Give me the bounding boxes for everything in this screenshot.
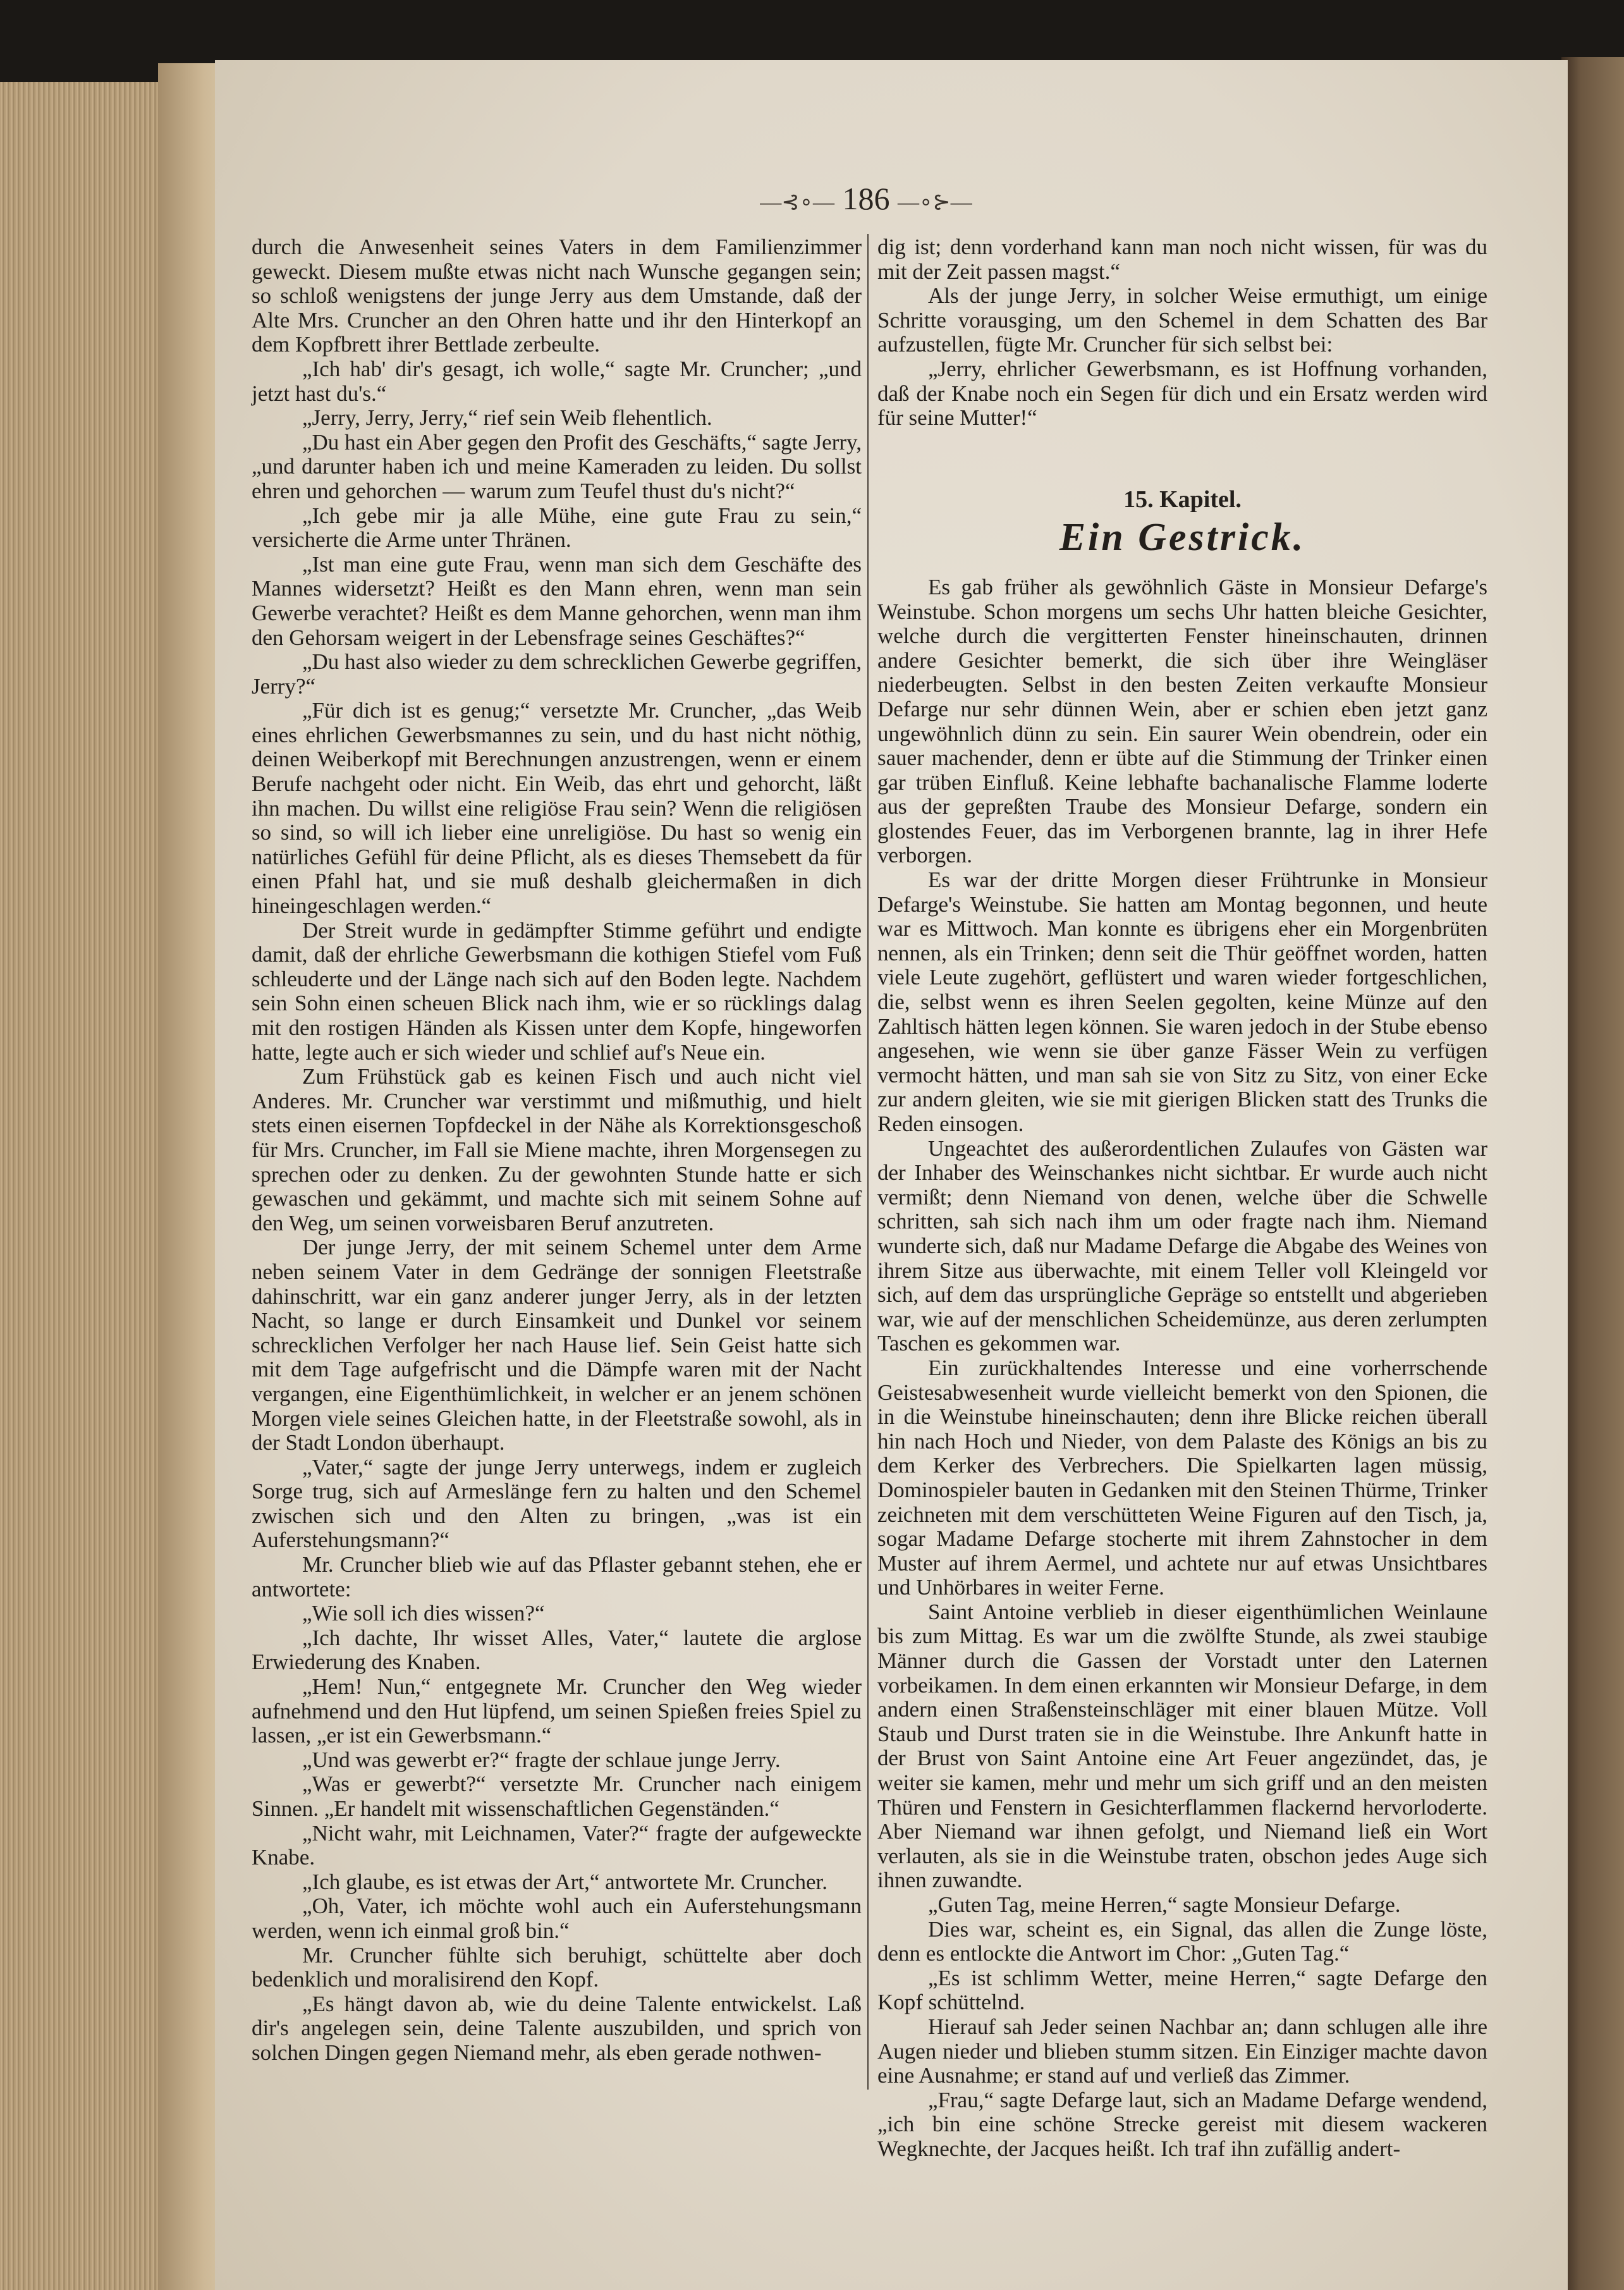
paragraph: „Es ist schlimm Wetter, meine Herren,“ sagte Defarge den Kopf schüttelnd. <box>877 1965 1487 2015</box>
paragraph: „Für dich ist es genug;“ versetzte Mr. Cruncher, „das Weib eines ehrlichen Gewerbsmannes zu sein, und du hast nicht nöthig, deinen Weiberkopf mit Berechnungen anzustrengen, wenn er einem Berufe nachgeht oder nicht. Ein Weib, das ehrt und gehorcht, läßt ihn machen. Du willst eine religiöse Frau sein? Wenn die religiösen so sind, so will ich lieber eine unreligiöse. Du hast so wenig ein natürliches Gefühl für deine Pflicht, als es dieses Themsebett da für einen Pfahl hat, und sie muß deshalb gleichermaßen in dich hineingeschlagen werden.“ <box>252 698 862 919</box>
paragraph: „Frau,“ sagte Defarge laut, sich an Madame Defarge wendend, „ich bin eine schöne Strecke gereist mit diesem wackeren Wegknechte, der Jacques heißt. Ich traf ihn zufällig andert- <box>877 2087 1487 2161</box>
paragraph: „Jerry, ehrlicher Gewerbsmann, es ist Hoffnung vorhanden, daß der Knabe noch ein Segen für dich und ein Ersatz werden wird für seine Mutter!“ <box>877 356 1487 431</box>
paragraph: „Ich gebe mir ja alle Mühe, eine gute Frau zu sein,“ versicherte die Arme unter Thränen. <box>252 503 862 553</box>
paragraph: „Es hängt davon ab, wie du deine Talente entwickelst. Laß dir's angelegen sein, deine Talente auszubilden, und sprich von solchen Dingen gegen Niemand mehr, als eben gerade nothwen- <box>252 1991 862 2065</box>
paragraph: Saint Antoine verblieb in dieser eigenthümlichen Weinlaune bis zum Mittag. Es war um die zwölfte Stunde, als zwei staubige Männer durch die Gassen der Vorstadt unter den Laternen vorbeikamen. In dem einen erkannten wir Monsieur Defarge, in dem andern einen Straßensteinschläger mit einer blauen Mütze. Voll Staub und Durst traten sie in die Weinstube. Ihre Ankunft hatte in der Brust von Saint Antoine eine Art Feuer angezündet, das, je weiter sie kamen, mehr und mehr um sich griff und an den meisten Thüren und Fenstern in Gesichterflammen flackernd hervorloderte. Aber Niemand war ihnen gefolgt, und Niemand ließ ein Wort verlauten, als sie in die Weinstube traten, obschon jedes Auge sich ihnen zuwandte. <box>877 1599 1487 1893</box>
paragraph: Ein zurückhaltendes Interesse und eine vorherrschende Geistesabwesenheit wurde vielleicht bemerkt von den Spionen, die in die Weinstube hineinschauten; denn ihre Blicke reichen überall hin nach Hoch und Nieder, von dem Palaste des Königs an bis zu dem Kerker des Verbrechers. Die Spielkarten lagen müssig, Dominospieler bauten in Gedanken mit den Steinen Thürme, Trinker zeichneten mit dem verschütteten Weine Figuren auf den Tisch, ja, sogar Madame Defarge stocherte mit ihrem Zahnstocher in dem Muster auf ihrem Aermel, und achtete nur auf etwas Unsichtbares und Unhörbares in weiter Ferne. <box>877 1355 1487 1600</box>
paragraph: „Guten Tag, meine Herren,“ sagte Monsieur Defarge. <box>928 1892 1401 1917</box>
paragraph: „Jerry, Jerry, Jerry,“ rief sein Weib flehentlich. <box>302 405 712 431</box>
paragraph: Mr. Cruncher blieb wie auf das Pflaster gebannt stehen, ehe er antwortete: <box>252 1552 862 1601</box>
paragraph: „Was er gewerbt?“ versetzte Mr. Cruncher nach einigem Sinnen. „Er handelt mit wissenschaftlichen Gegenständen.“ <box>252 1772 862 1821</box>
paragraph: Ungeachtet des außerordentlichen Zulaufes von Gästen war der Inhaber des Weinschankes nicht sichtbar. Er wurde auch nicht vermißt; denn Niemand von denen, welche über die Schwelle schritten, sah sich nach ihm um oder fragte nach ihm. Niemand wunderte sich, daß nur Madame Defarge die Abgabe des Weines von ihrem Sitze aus überwachte, mit einem Teller voll Kleingeld vor sich, auf dem das ursprüngliche Gepräge so entstellt und abgerieben war, wie auf der menschlichen Scheidemünze, aus deren zerlumpten Taschen es gekommen war. <box>877 1136 1487 1356</box>
column-divider <box>867 234 869 2090</box>
paragraph: Der Streit wurde in gedämpfter Stimme geführt und endigte damit, daß der ehrliche Gewerbsmann die kothigen Stiefel vom Fuß schleuderte und der Länge nach sich auf den Boden legte. Nachdem sein Sohn einen scheuen Blick nach ihm, wie er so rücklings dalag mit den rostigen Händen als Kissen unter dem Kopfe, hingeworfen hatte, legte auch er sich wieder und schlief auf's Neue ein. <box>252 917 862 1065</box>
chapter-title: Ein Gestrick. <box>1059 516 1306 560</box>
paragraph: Es gab früher als gewöhnlich Gäste in Monsieur Defarge's Weinstube. Schon morgens um sechs Uhr hatten bleiche Gesichter, welche durch die vergitterten Fenster hineinschauten, drinnen andere Gesichter bemerkt, die sich über ihre Weingläser niederbeugten. Selbst in den besten Zeiten verkaufte Monsieur Defarge nur sehr dünnen Wein, aber er schien eben jetzt ganz ungewöhnlich dünn zu sein. Ein saurer Wein obendrein, oder ein sauer machender, denn er übte auf die Stimmung der Trinker einen gar trüben Einfluß. Keine lebhafte bachanalische Flamme loderte aus der gepreßten Traube des Monsieur Defarge, sondern ein glostendes Feuer, das im Verborgenen brannte, lag in ihrer Hefe verborgen. <box>877 574 1487 868</box>
right-column-continuation <box>877 235 1487 431</box>
paragraph: „Nicht wahr, mit Leichnamen, Vater?“ fragte der aufgeweckte Knabe. <box>252 1820 862 1870</box>
paragraph: Der junge Jerry, der mit seinem Schemel unter dem Arme neben seinem Vater in dem Gedränge der sonnigen Fleetstraße dahinschritt, war ein ganz anderer junger Jerry, als in der letzten Nacht, so lange er durch Einsamkeit und Dunkel vor seinem schrecklichen Verfolger her nach Hause lief. Sein Geist hatte sich mit dem Tage aufgefrischt und die Dämpfe waren mit der Nacht vergangen, eine Eigenthümlichkeit, in welcher er an jenem schönen Morgen viele seines Gleichen hatte, in der Fleetstraße sowohl, als in der Stadt London überhaupt. <box>252 1235 862 1455</box>
paragraph: „Ist man eine gute Frau, wenn man sich dem Geschäfte des Mannes widersetzt? Heißt es den Mann ehren, wenn man sein Gewerbe verachtet? Heißt es dem Manne gehorchen, wenn man ihm den Gehorsam weigert in der Lebensfrage seines Geschäftes?“ <box>252 551 862 650</box>
chapter-number: 15. Kapitel. <box>1123 486 1242 513</box>
paragraph: Hierauf sah Jeder seinen Nachbar an; dann schlugen alle ihre Augen nieder und blieben stumm sitzen. Ein Einziger machte davon eine Ausnahme; er stand auf und verließ das Zimmer. <box>877 2014 1487 2088</box>
paragraph: „Ich dachte, Ihr wisset Alles, Vater,“ lautete die arglose Erwiederung des Knaben. <box>252 1625 862 1675</box>
paragraph: „Ich glaube, es ist etwas der Art,“ antwortete Mr. Cruncher. <box>302 1869 827 1894</box>
ornament-right-icon: —∘⊱— <box>898 190 972 214</box>
paragraph: „Du hast also wieder zu dem schrecklichen Gewerbe gegriffen, Jerry?“ <box>252 649 862 699</box>
facing-page-edge <box>1561 57 1624 2290</box>
paragraph: „Hem! Nun,“ entgegnete Mr. Cruncher den Weg wieder aufnehmend und den Hut lüpfend, um seinen Spießen freies Spiel zu lassen, „er ist ein Gewerbsmann.“ <box>252 1674 862 1748</box>
left-column <box>252 235 862 2066</box>
paragraph: „Und was gewerbt er?“ fragte der schlaue junge Jerry. <box>302 1747 781 1772</box>
paragraph: Zum Frühstück gab es keinen Fisch und auch nicht viel Anderes. Mr. Cruncher war verstimmt und mißmuthig, und hielt stets einen eisernen Topfdeckel in der Nähe als Korrektionsgeschoß für Mrs. Cruncher, im Fall sie Miene machte, ihren Morgensegen zu sprechen oder zu denken. Zu der gewohnten Stunde hatte er sich gewaschen und gekämmt, und machte sich mit seinem Sohne auf den Weg, um seinen vorweisbaren Beruf anzutreten. <box>252 1064 862 1235</box>
paragraph: „Wie soll ich dies wissen?“ <box>302 1601 545 1626</box>
paragraph: Dies war, scheint es, ein Signal, das allen die Zunge löste, denn es entlockte die Antwort im Chor: „Guten Tag.“ <box>877 1916 1487 1966</box>
page-header <box>759 180 974 217</box>
paragraph: „Du hast ein Aber gegen den Profit des Geschäfts,“ sagte Jerry, „und darunter haben ich und meine Kameraden zu leiden. Du sollst ehren und gehorchen — warum zum Teufel thust du's nicht?“ <box>252 429 862 503</box>
paragraph: durch die Anwesenheit seines Vaters in dem Familienzimmer geweckt. Diesem mußte etwas nicht nach Wunsche gegangen sein; so schloß wenigstens der junge Jerry aus dem Umstande, daß der Alte Mrs. Cruncher an den Ohren hatte und ihr den Hinterkopf an dem Kopfbrett ihrer Bettlade zerbeulte. <box>252 235 862 357</box>
chapter-body <box>877 575 1487 2162</box>
paragraph: Es war der dritte Morgen dieser Frühtrunke in Monsieur Defarge's Weinstube. Sie hatten am Montag begonnen, und heute war es Mittwoch. Man konnte es übrigens eher ein Morgenbrüten nennen, als ein Trinken; denn seit die Thür geöffnet worden, hatten viele Leute zugehört, geflüstert und waren wieder fortgeschlichen, die, selbst wenn es ihren Seelen gegolten, keine Münze auf den Zahltisch hätten legen können. Sie waren jedoch in der Stube ebenso angesehen, wie wenn sie über ganze Fässer Wein zu verfügen vermocht hätten, und man sah sie von Sitz zu Sitz, von einer Ecke zur andern gleiten, wie sie mit gierigen Blicken statt des Trunks die Reden einsogen. <box>877 867 1487 1136</box>
paragraph: „Vater,“ sagte der junge Jerry unterwegs, indem er zugleich Sorge trug, sich auf Armeslänge fern zu halten und den Schemel zwischen sich und den Alten zu bringen, „was ist ein Auferstehungsmann?“ <box>252 1454 862 1553</box>
paragraph: dig ist; denn vorderhand kann man noch nicht wissen, für was du mit der Zeit passen magst.“ <box>877 235 1487 284</box>
paragraph: „Ich hab' dir's gesagt, ich wolle,“ sagte Mr. Cruncher; „und jetzt hast du's.“ <box>252 356 862 406</box>
right-column <box>877 235 1487 2162</box>
ornament-left-icon: —⊰∘— <box>760 190 834 214</box>
paragraph: Als der junge Jerry, in solcher Weise ermuthigt, um einige Schritte vorausging, um den Schemel in dem Schatten des Bar aufzustellen, fügte Mr. Cruncher für sich selbst bei: <box>877 283 1487 357</box>
page-number: 186 <box>842 181 890 216</box>
paragraph: Mr. Cruncher fühlte sich beruhigt, schüttelte aber doch bedenklich und moralisirend den Kopf. <box>252 1942 862 1992</box>
paragraph: „Oh, Vater, ich möchte wohl auch ein Auferstehungsmann werden, wenn ich einmal groß bin.“ <box>252 1894 862 1943</box>
